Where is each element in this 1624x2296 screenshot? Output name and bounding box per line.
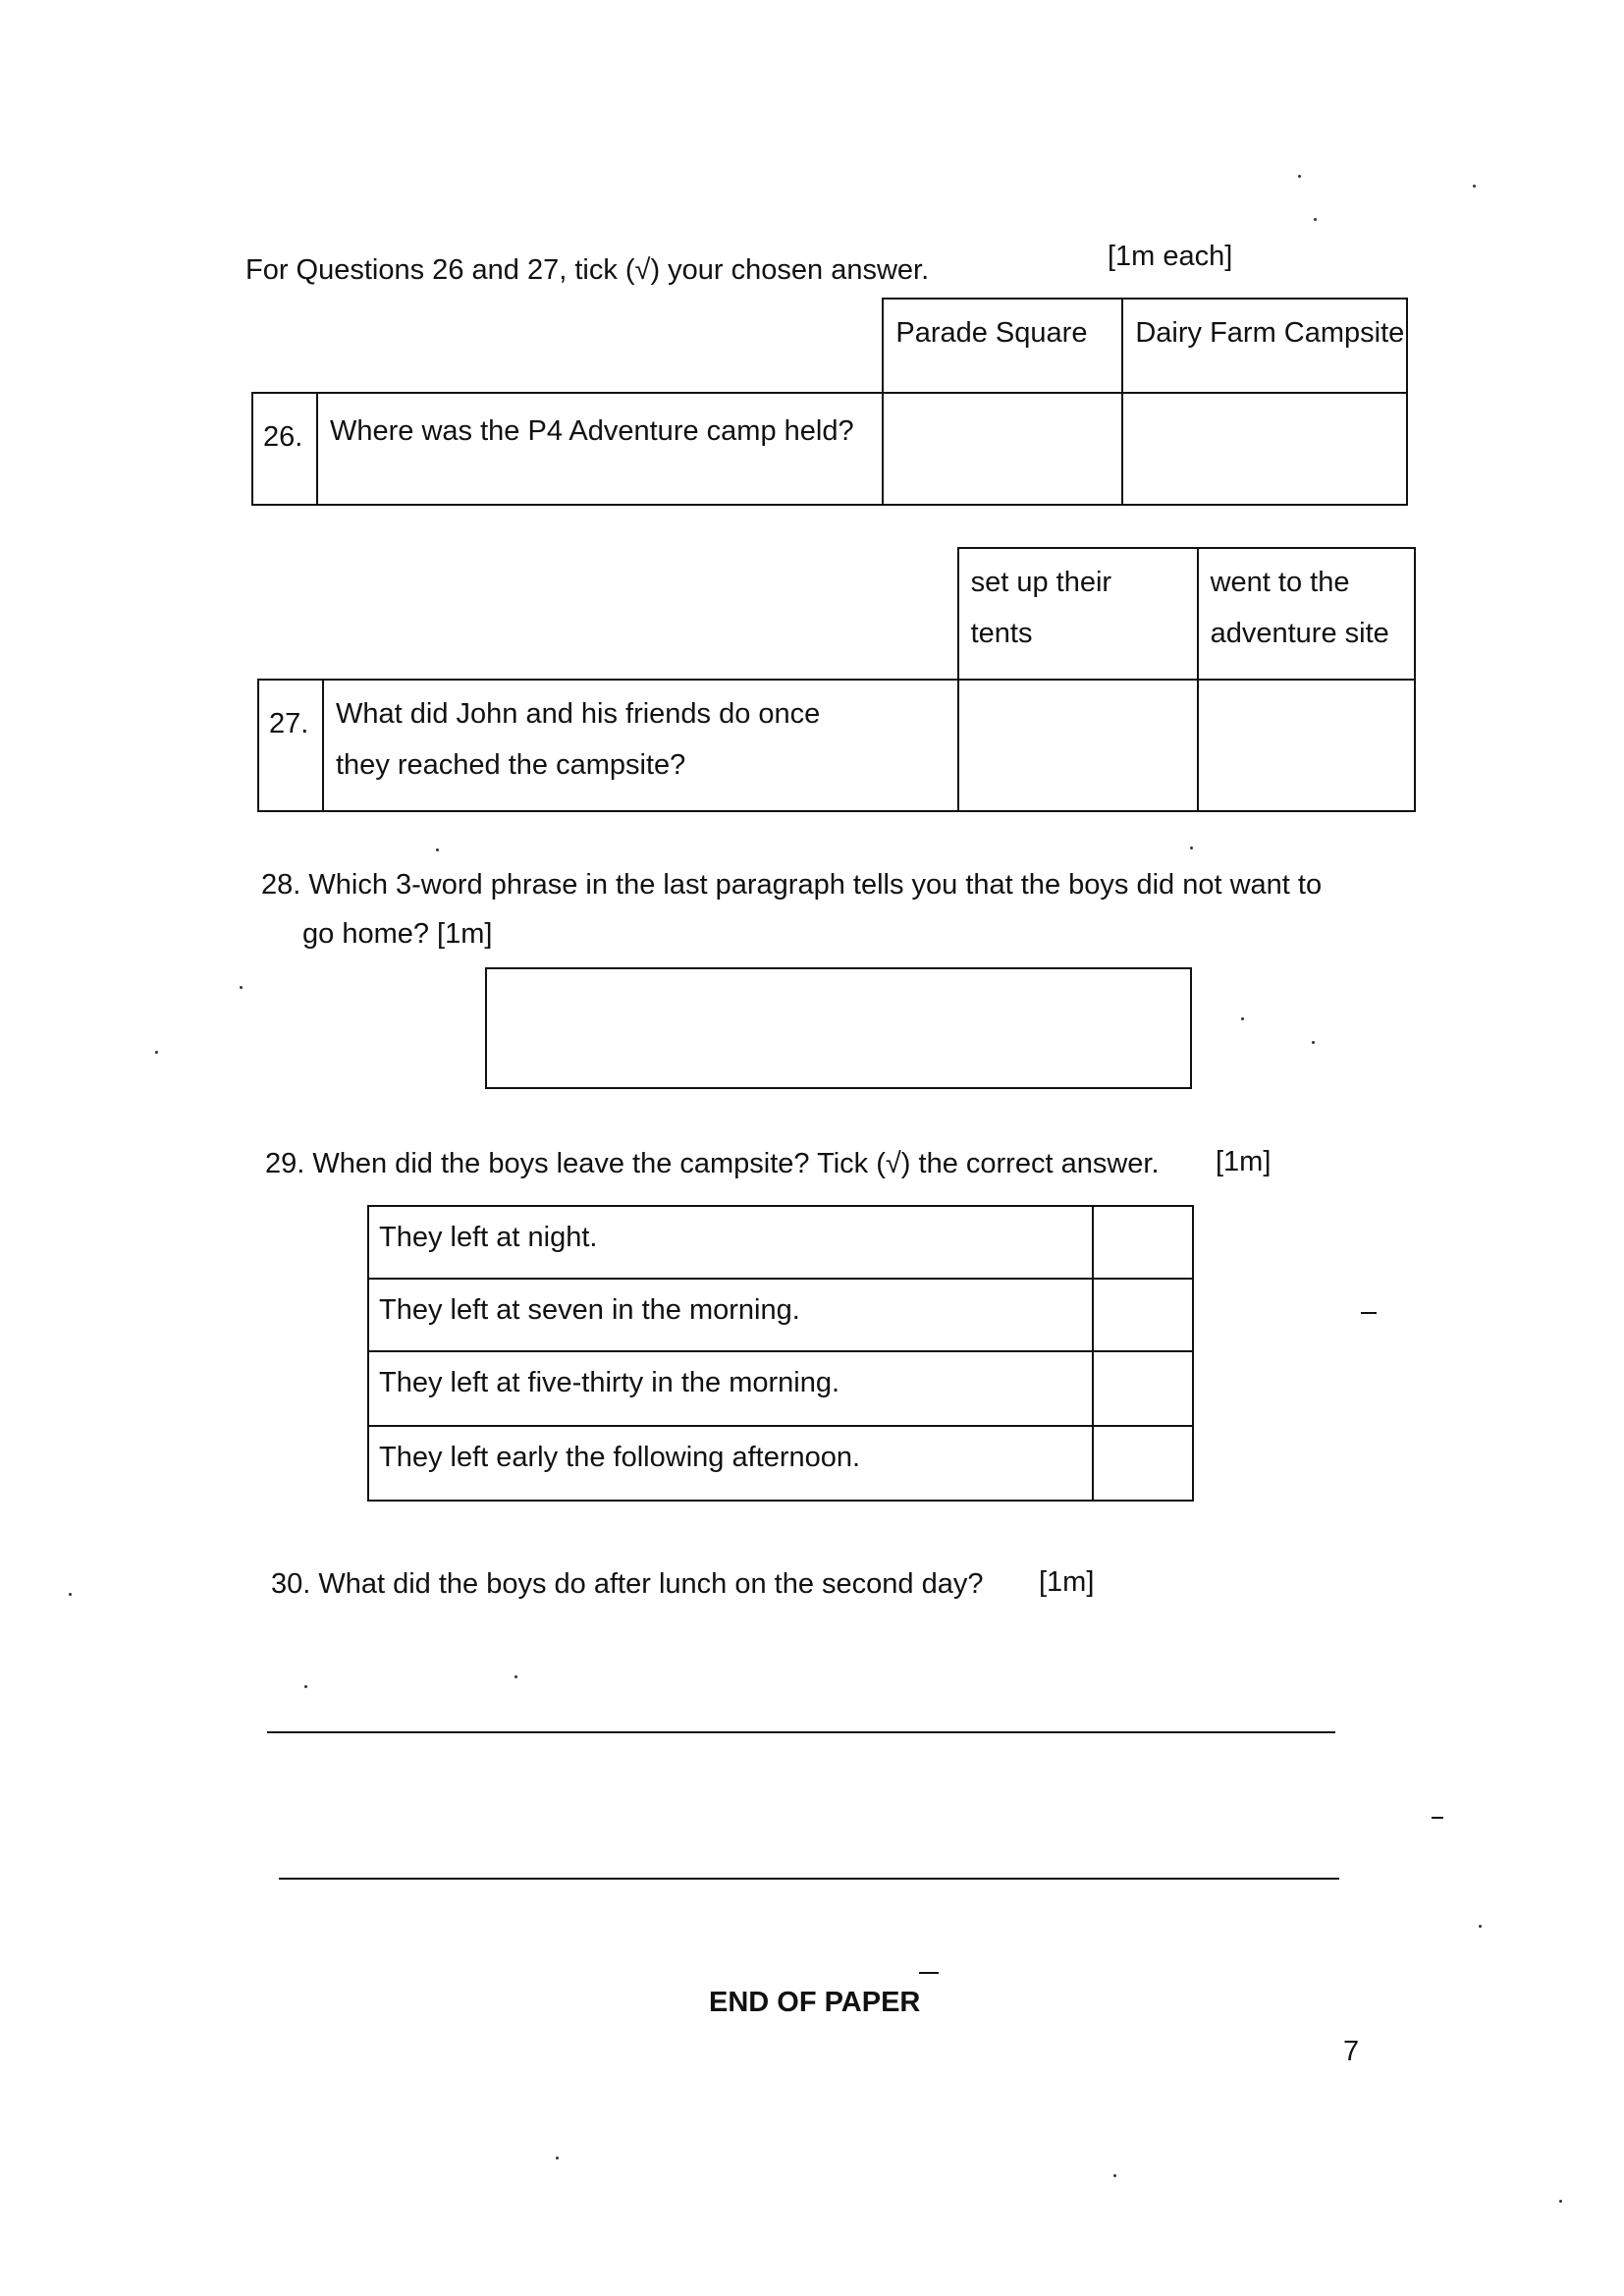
q30-marks: [1m] (1039, 1566, 1095, 1598)
scan-speck (69, 1593, 72, 1596)
scan-speck (514, 1675, 517, 1678)
q26-question: Where was the P4 Adventure camp held? (317, 393, 883, 505)
scan-dash (1432, 1817, 1443, 1819)
q28-prompt-line1: 28. Which 3-word phrase in the last paragraph tells you that the boys did not want to (261, 869, 1323, 901)
scan-speck (304, 1685, 307, 1688)
q29-tick-box-2[interactable] (1093, 1279, 1193, 1351)
q26-option-dairy-farm: Dairy Farm Campsite (1122, 299, 1407, 393)
q29-option-3: They left at five-thirty in the morning. (368, 1351, 1093, 1426)
scan-speck (1241, 1017, 1244, 1020)
scan-speck (1312, 1041, 1315, 1044)
scan-speck (1190, 847, 1193, 849)
q27-option-adventure-site: went to the adventure site (1198, 548, 1415, 680)
marks-label-26-27: [1m each] (1108, 241, 1233, 272)
scan-speck (240, 986, 243, 989)
q29-marks: [1m] (1216, 1146, 1272, 1177)
q28-prompt-line2: go home? [1m] (302, 918, 493, 950)
q29-option-4: They left early the following afternoon. (368, 1426, 1093, 1501)
scan-speck (1314, 218, 1317, 221)
q27-option-set-up-tents: set up their tents (958, 548, 1198, 680)
page-number: 7 (1343, 2036, 1360, 2067)
q26-table (251, 298, 1408, 506)
scan-speck (1479, 1925, 1482, 1928)
q27-number: 27. (258, 680, 323, 811)
scan-speck (155, 1051, 158, 1054)
q26-tick-box-2[interactable] (1122, 393, 1407, 505)
scan-speck (1473, 185, 1476, 188)
q29-tick-box-1[interactable] (1093, 1206, 1193, 1279)
q29-option-1: They left at night. (368, 1206, 1093, 1279)
scan-speck (1559, 2200, 1562, 2203)
q29-prompt: 29. When did the boys leave the campsite? Tick (√) the correct answer. (265, 1148, 1160, 1179)
q29-options-table (367, 1205, 1194, 1502)
q27-tick-box-2[interactable] (1198, 680, 1415, 811)
end-of-paper: END OF PAPER (709, 1987, 921, 2018)
scan-speck (1298, 175, 1301, 178)
q30-prompt: 30. What did the boys do after lunch on the second day? (271, 1568, 984, 1600)
q26-tick-box-1[interactable] (883, 393, 1122, 505)
q27-question: What did John and his friends do once they reached the campsite? (323, 680, 958, 811)
scan-speck (1113, 2174, 1116, 2177)
q30-answer-line-2[interactable] (279, 1878, 1339, 1880)
q28-answer-box[interactable] (485, 967, 1192, 1089)
scan-speck (556, 2157, 559, 2159)
scan-speck (436, 848, 439, 851)
scan-dash (1361, 1312, 1377, 1314)
q26-option-parade-square: Parade Square (883, 299, 1122, 393)
q29-tick-box-3[interactable] (1093, 1351, 1193, 1426)
q26-number: 26. (252, 393, 317, 505)
q27-tick-box-1[interactable] (958, 680, 1198, 811)
footer-dash (919, 1972, 939, 1974)
q29-option-2: They left at seven in the morning. (368, 1279, 1093, 1351)
q29-tick-box-4[interactable] (1093, 1426, 1193, 1501)
q30-answer-line-1[interactable] (267, 1731, 1335, 1733)
q27-table (257, 547, 1416, 812)
instructions-26-27: For Questions 26 and 27, tick (√) your chosen answer. (245, 254, 930, 286)
